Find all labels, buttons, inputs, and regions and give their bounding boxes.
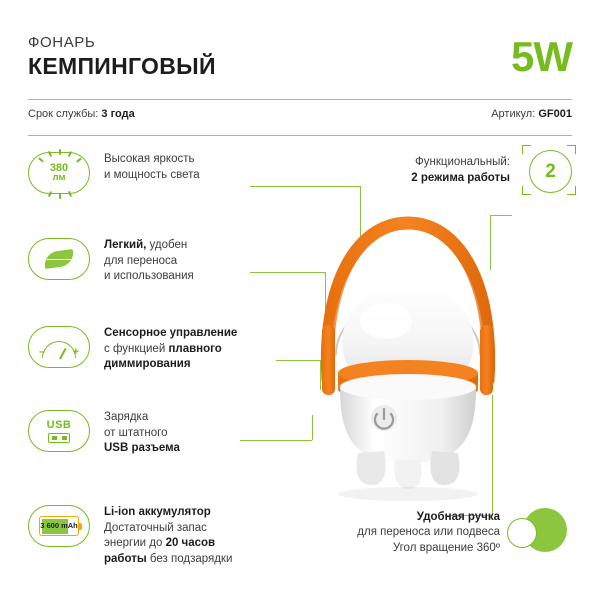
battery-line-4b: без подзарядки xyxy=(146,552,233,565)
feature-lightweight-text xyxy=(104,238,194,285)
battery-line-4a: работы xyxy=(104,552,147,565)
usb-line-1: Зарядка xyxy=(104,411,149,423)
touch-line-2a: с функцией xyxy=(104,342,169,355)
service-life-label: Срок службы: xyxy=(28,108,99,120)
feature-touch-dimming xyxy=(28,326,237,373)
callout-handle-text xyxy=(330,510,500,557)
modes-frame-icon xyxy=(522,150,572,200)
usb-icon xyxy=(28,410,90,452)
lightweight-line-2: для переноса xyxy=(104,254,178,267)
meta-row xyxy=(28,108,572,128)
battery-line-2: Достаточный запас xyxy=(104,521,207,534)
modes-line-2: 2 режима работы xyxy=(411,171,510,184)
divider-bottom xyxy=(28,135,572,136)
page-header xyxy=(28,34,572,96)
sku xyxy=(491,108,572,120)
leaf-icon xyxy=(28,238,90,280)
page-title-small: ФОНАРЬ xyxy=(28,34,96,51)
modes-number: 2 xyxy=(529,150,572,193)
rotation-circles-icon xyxy=(507,506,572,558)
lumen-number: 380 xyxy=(49,162,69,174)
connector-brightness xyxy=(250,186,360,187)
modes-line-1: Функциональный: xyxy=(415,156,510,168)
touch-line-2b: плавного xyxy=(168,342,222,355)
usb-line-2: от штатного xyxy=(104,426,168,439)
handle-line-2: для переноса или подвеса xyxy=(357,526,500,538)
service-life-value: 3 года xyxy=(101,108,135,120)
divider-top xyxy=(28,99,572,100)
usb-port-shape xyxy=(48,433,70,443)
feature-touch-text xyxy=(104,326,237,373)
feature-battery-text xyxy=(104,505,232,567)
brightness-rays-icon xyxy=(28,152,90,194)
battery-capacity: 3 600 mAh xyxy=(40,521,78,530)
feature-brightness-text xyxy=(104,152,200,183)
lumen-value xyxy=(29,153,89,193)
usb-line-3: USB разъема xyxy=(104,442,180,454)
battery-line-1: Li-ion аккумулятор xyxy=(104,506,211,518)
lightweight-bold: Легкий, xyxy=(104,239,147,251)
sku-value: GF001 xyxy=(538,108,572,120)
handle-line-1: Удобная ручка xyxy=(416,510,500,523)
battery-line-3a: энергии до xyxy=(104,537,166,549)
sku-label: Артикул: xyxy=(491,108,536,120)
feature-usb xyxy=(28,410,180,457)
feature-battery xyxy=(28,505,232,567)
brightness-line-1: Высокая яркость xyxy=(104,153,195,165)
feature-usb-text xyxy=(104,410,180,457)
touch-bold: Сенсорное управление xyxy=(104,327,238,339)
dimmer-gauge-icon: – + xyxy=(28,326,90,368)
power-rating: 5W xyxy=(511,33,572,80)
service-life xyxy=(28,108,135,120)
brightness-line-2: и мощность света xyxy=(104,168,200,181)
page-title: КЕМПИНГОВЫЙ xyxy=(28,53,216,79)
feature-brightness xyxy=(28,152,200,194)
battery-icon xyxy=(28,505,90,547)
camping-lantern-illustration xyxy=(300,205,515,505)
callout-modes-text xyxy=(380,155,510,186)
lightweight-line-1: удобен xyxy=(146,239,188,251)
handle-line-3: Угол вращение 360º xyxy=(392,541,500,554)
touch-line-3: диммирования xyxy=(104,358,191,370)
battery-line-3b: 20 часов xyxy=(165,537,216,549)
usb-badge-text: USB xyxy=(46,418,72,431)
feature-lightweight xyxy=(28,238,194,285)
lightweight-line-3: и использования xyxy=(104,270,194,282)
lumen-unit: лм xyxy=(52,172,66,183)
